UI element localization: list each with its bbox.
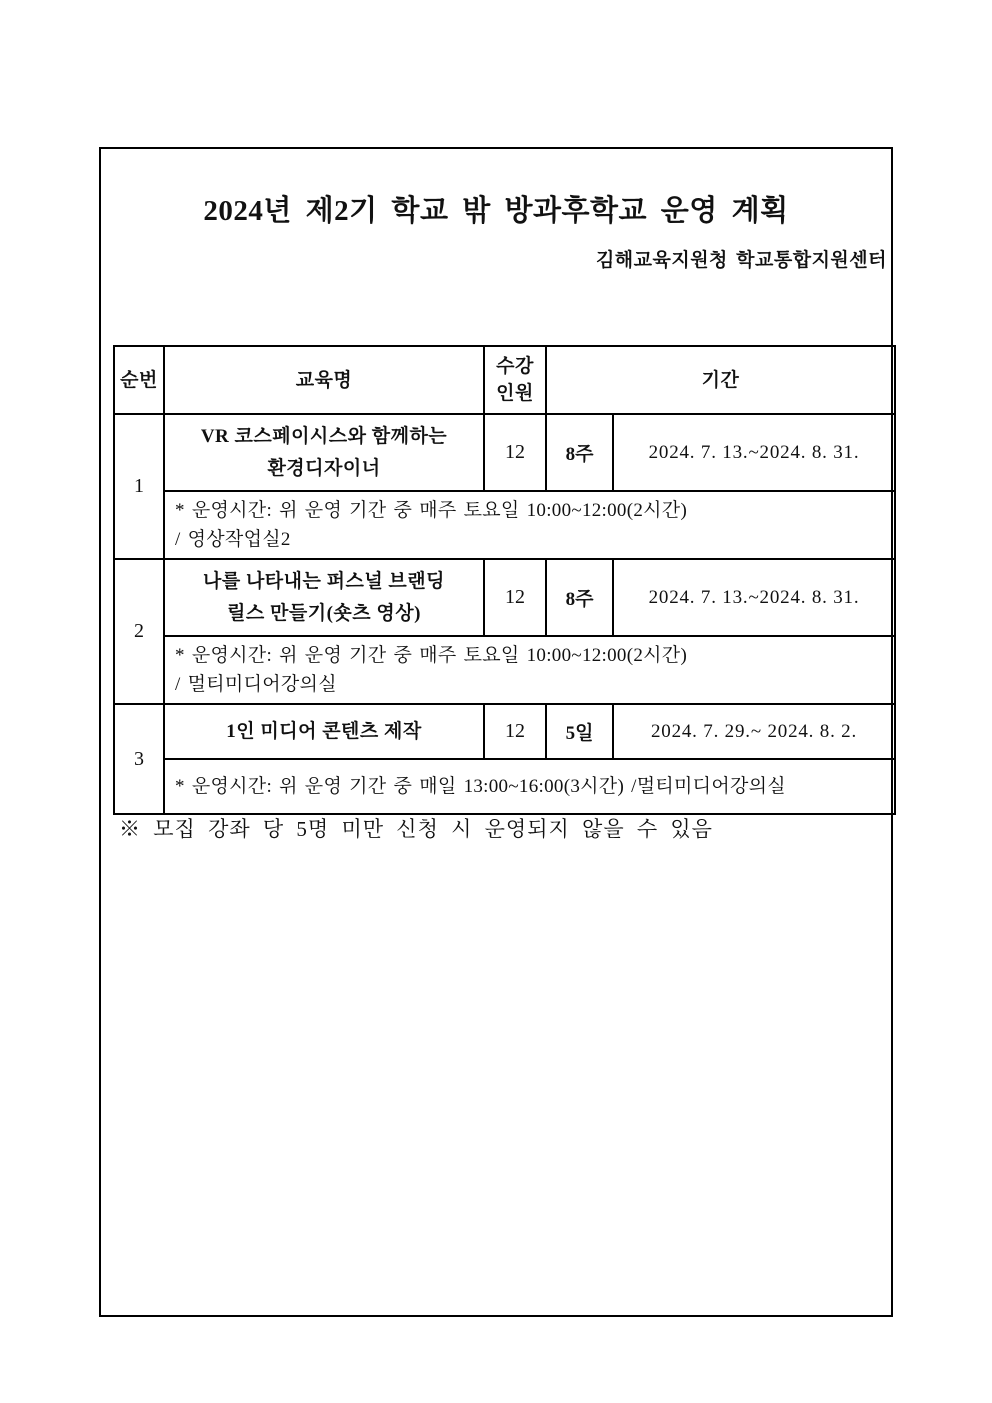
document-frame [99,147,893,1317]
course-note-line2: / 영상작업실2 [175,529,291,550]
document-footnote: ※ 모집 강좌 당 5명 미만 신청 시 운영되지 않을 수 있음 [119,817,713,841]
col-header-period: 기간 [546,346,895,414]
course-note-line2: / 멀티미디어강의실 [175,674,337,695]
course-name-line2: 릴스 만들기(숏츠 영상) [227,602,421,624]
course-no: 1 [114,414,164,559]
course-row-2 [114,559,895,636]
course-name [164,704,484,759]
course-name-line1: 나를 나타내는 퍼스널 브랜딩 [203,570,445,592]
document-title: 2024년 제2기 학교 밖 방과후학교 운영 계획 [203,195,789,227]
course-row-3 [114,704,895,759]
schedule-table [113,345,896,815]
col-header-no: 순번 [114,346,164,414]
col-header-name: 교육명 [164,346,484,414]
course-duration: 8주 [546,414,613,491]
course-name-line1: 1인 미디어 콘텐츠 제작 [226,720,422,742]
course-capacity: 12 [484,414,546,491]
course-note [164,636,895,704]
course-duration: 5일 [546,704,613,759]
course-no: 2 [114,559,164,704]
course-duration: 8주 [546,559,613,636]
col-header-capacity [484,346,546,414]
course-dates: 2024. 7. 13.~2024. 8. 31. [613,414,895,491]
course-dates: 2024. 7. 29.~ 2024. 8. 2. [613,704,895,759]
course-note [164,759,895,814]
course-no: 3 [114,704,164,814]
col-header-capacity-line1: 수강 [496,356,534,377]
table-header-row [114,346,895,414]
course-note-row-2 [114,636,895,704]
course-note-row-3 [114,759,895,814]
col-header-capacity-line2: 인원 [496,383,534,404]
course-capacity: 12 [484,559,546,636]
course-row-1 [114,414,895,491]
course-name-line2: 환경디자이너 [267,457,381,479]
course-capacity: 12 [484,704,546,759]
course-name [164,559,484,636]
course-note-line1: * 운영시간: 위 운영 기간 중 매주 토요일 10:00~12:00(2시간) [175,645,688,666]
document-issuer: 김해교육지원청 학교통합지원센터 [595,250,887,271]
course-note-line1: * 운영시간: 위 운영 기간 중 매일 13:00~16:00(3시간) /멀티미디어강의실 [175,776,786,797]
course-note-line1: * 운영시간: 위 운영 기간 중 매주 토요일 10:00~12:00(2시간) [175,500,688,521]
course-dates: 2024. 7. 13.~2024. 8. 31. [613,559,895,636]
course-note [164,491,895,559]
course-name-line1: VR 코스페이시스와 함께하는 [200,425,448,447]
course-note-row-1 [114,491,895,559]
course-name [164,414,484,491]
